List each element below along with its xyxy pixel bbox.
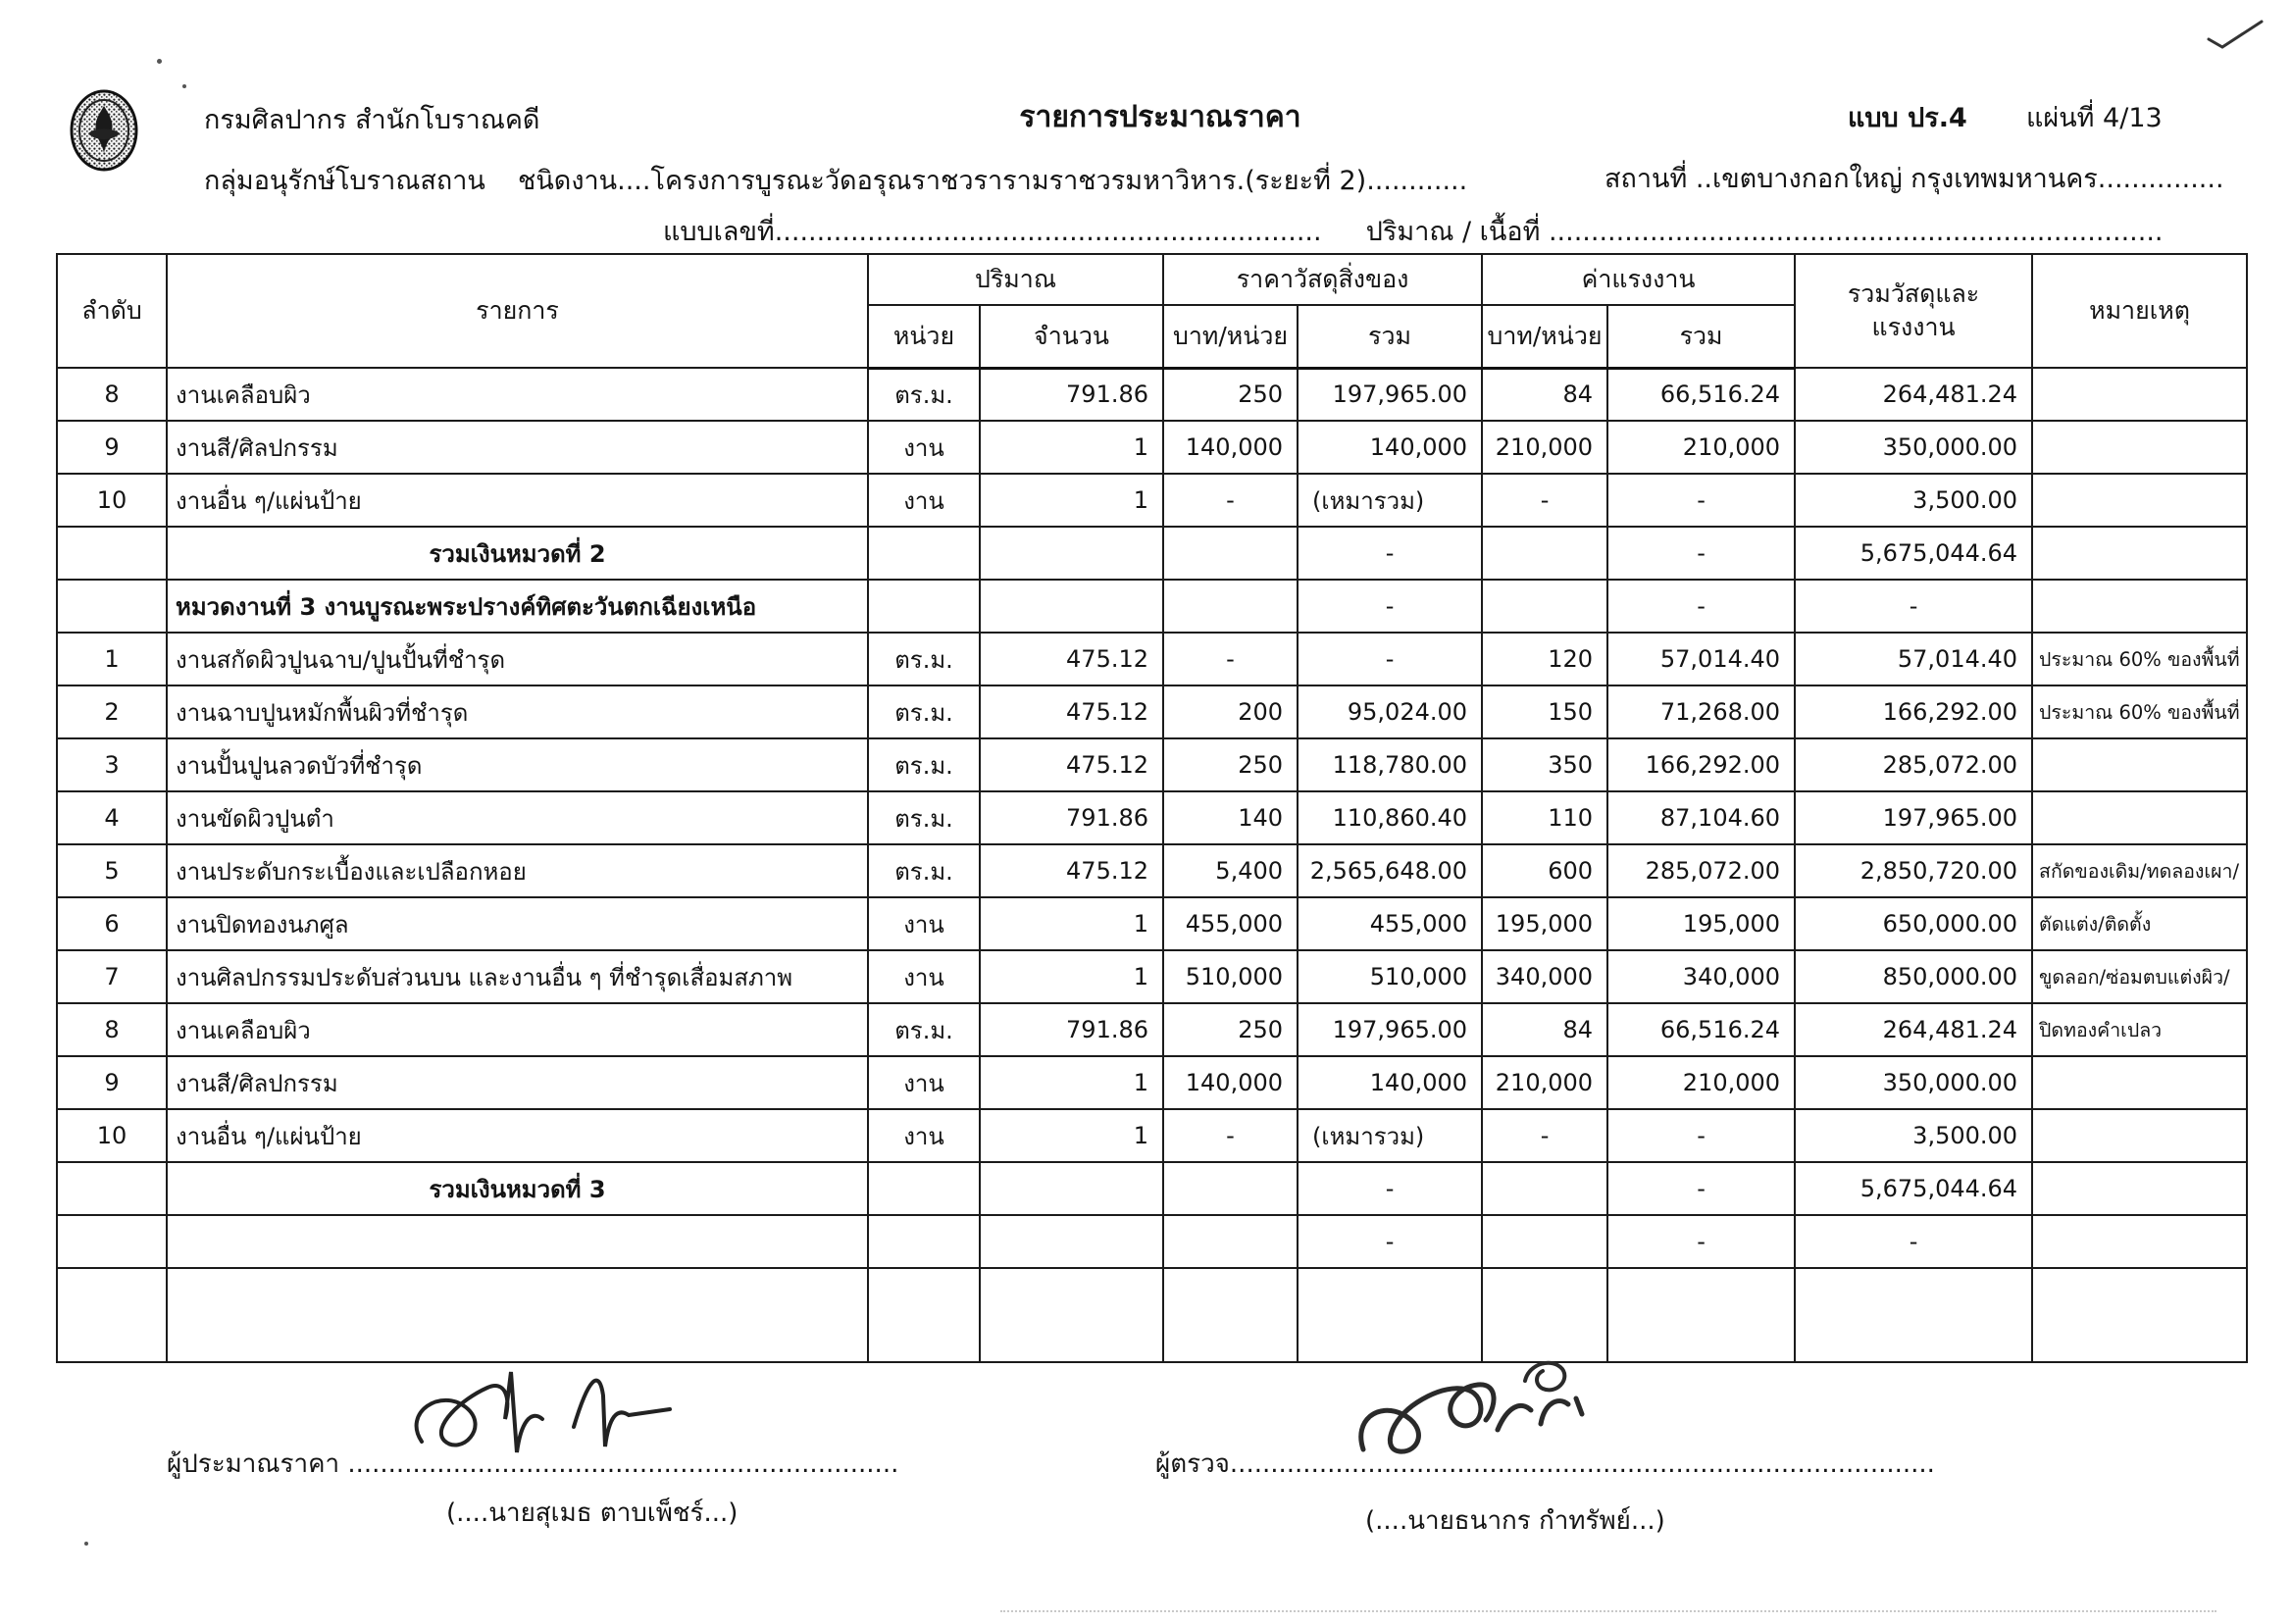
- cell-lab_total: -: [1607, 527, 1795, 580]
- cell-total: 350,000.00: [1795, 421, 2032, 474]
- cell-no: [57, 580, 167, 633]
- cell-mat_unit: 140: [1163, 791, 1298, 844]
- handwritten-checkmark: [2205, 18, 2267, 53]
- cell-mat_total: 455,000: [1298, 897, 1482, 950]
- cell-mat_unit: 140,000: [1163, 1056, 1298, 1109]
- cell-item: [167, 1215, 868, 1268]
- table-row: [57, 844, 2247, 897]
- table-row: [57, 368, 2247, 421]
- cell-item: งานอื่น ๆ/แผ่นป้าย: [167, 1109, 868, 1162]
- cell-remark: [2032, 527, 2247, 580]
- table-row: [57, 1056, 2247, 1109]
- cell-unit: [868, 1162, 980, 1215]
- cell-lab_unit: [1482, 527, 1607, 580]
- cell-qty: 1: [980, 421, 1163, 474]
- cell-remark: ตัดแต่ง/ติดตั้ง: [2032, 897, 2247, 950]
- cell-lab_total: [1607, 1268, 1795, 1362]
- drawing-area-line: [663, 210, 2163, 252]
- form-code: แบบ ปร.4: [1848, 103, 1967, 133]
- quantity-area-line: ปริมาณ / เนื้อที่ .........................................................................: [1365, 217, 2164, 247]
- cell-unit: ตร.ม.: [868, 633, 980, 685]
- cell-mat_total: 140,000: [1298, 421, 1482, 474]
- cell-lab_total: -: [1607, 580, 1795, 633]
- cell-unit: งาน: [868, 421, 980, 474]
- header-unit: หน่วย: [868, 305, 980, 368]
- cell-lab_total: 66,516.24: [1607, 368, 1795, 421]
- location-line: สถานที่ ..เขตบางกอกใหญ่ กรุงเทพมหานคร...............: [1604, 164, 2224, 194]
- cell-mat_unit: 5,400: [1163, 844, 1298, 897]
- cell-total: -: [1795, 1215, 2032, 1268]
- cell-mat_total: 2,565,648.00: [1298, 844, 1482, 897]
- cell-lab_unit: 350: [1482, 738, 1607, 791]
- cell-total: 285,072.00: [1795, 738, 2032, 791]
- cell-total: 3,500.00: [1795, 1109, 2032, 1162]
- cell-remark: [2032, 580, 2247, 633]
- header-labor-baht-per-unit: บาท/หน่วย: [1482, 305, 1607, 368]
- table-row: [57, 950, 2247, 1003]
- header-quantity: ปริมาณ: [868, 254, 1163, 305]
- cell-no: 3: [57, 738, 167, 791]
- scan-artifact: [1000, 1610, 2216, 1612]
- table-row: [57, 791, 2247, 844]
- cell-no: 1: [57, 633, 167, 685]
- cell-total: -: [1795, 580, 2032, 633]
- cell-no: 9: [57, 1056, 167, 1109]
- cell-qty: 1: [980, 897, 1163, 950]
- cell-item: งานเคลือบผิว: [167, 1003, 868, 1056]
- cell-item: งานศิลปกรรมประดับส่วนบน และงานอื่น ๆ ที่ชำรุดเสื่อมสภาพ: [167, 950, 868, 1003]
- estimator-label: ผู้ประมาณราคา ....................................................................: [167, 1449, 899, 1479]
- cell-mat_total: -: [1298, 1215, 1482, 1268]
- table-row: [57, 1109, 2247, 1162]
- cell-qty: 475.12: [980, 685, 1163, 738]
- cell-lab_total: 71,268.00: [1607, 685, 1795, 738]
- page-title: รายการประมาณราคา: [1019, 100, 1301, 134]
- cell-no: 2: [57, 685, 167, 738]
- cell-no: 9: [57, 421, 167, 474]
- cell-qty: 791.86: [980, 791, 1163, 844]
- header-no: ลำดับ: [57, 254, 167, 368]
- cell-remark: ปิดทองคำเปลว: [2032, 1003, 2247, 1056]
- header-material-baht-per-unit: บาท/หน่วย: [1163, 305, 1298, 368]
- cell-lab_unit: 195,000: [1482, 897, 1607, 950]
- cell-mat_total: -: [1298, 633, 1482, 685]
- cell-unit: [868, 527, 980, 580]
- cell-total: 197,965.00: [1795, 791, 2032, 844]
- cell-remark: ประมาณ 60% ของพื้นที่: [2032, 633, 2247, 685]
- header-labor-cost: ค่าแรงงาน: [1482, 254, 1795, 305]
- inspector-label: ผู้ตรวจ.......................................................................................: [1155, 1449, 1935, 1479]
- cell-remark: [2032, 1215, 2247, 1268]
- cell-mat_unit: 250: [1163, 738, 1298, 791]
- division-name: กลุ่มอนุรักษ์โบราณสถาน: [204, 166, 485, 196]
- cell-qty: 791.86: [980, 1003, 1163, 1056]
- table-row: [57, 685, 2247, 738]
- cell-lab_total: 66,516.24: [1607, 1003, 1795, 1056]
- cell-mat_unit: 250: [1163, 368, 1298, 421]
- cell-lab_unit: 340,000: [1482, 950, 1607, 1003]
- cell-remark: ขูดลอก/ซ่อมตบแต่งผิว/: [2032, 950, 2247, 1003]
- cell-qty: 1: [980, 474, 1163, 527]
- cell-total: 3,500.00: [1795, 474, 2032, 527]
- cell-mat_unit: 455,000: [1163, 897, 1298, 950]
- cell-lab_unit: 600: [1482, 844, 1607, 897]
- header-item: รายการ: [167, 254, 868, 368]
- cell-remark: [2032, 1268, 2247, 1362]
- cell-lab_total: 57,014.40: [1607, 633, 1795, 685]
- cell-total: 166,292.00: [1795, 685, 2032, 738]
- cell-mat_total: -: [1298, 1162, 1482, 1215]
- cell-lab_unit: [1482, 1215, 1607, 1268]
- cell-mat_total: 95,024.00: [1298, 685, 1482, 738]
- cell-unit: [868, 1215, 980, 1268]
- cell-mat_total: [1298, 1268, 1482, 1362]
- cell-qty: [980, 1268, 1163, 1362]
- cell-lab_unit: 210,000: [1482, 421, 1607, 474]
- table-row: [57, 1268, 2247, 1362]
- cell-item: งานเคลือบผิว: [167, 368, 868, 421]
- header-remark: หมายเหตุ: [2032, 254, 2247, 368]
- table-row: [57, 1162, 2247, 1215]
- cell-no: 4: [57, 791, 167, 844]
- cell-unit: ตร.ม.: [868, 844, 980, 897]
- cell-qty: [980, 527, 1163, 580]
- cell-lab_total: 87,104.60: [1607, 791, 1795, 844]
- cell-mat_total: 197,965.00: [1298, 1003, 1482, 1056]
- cell-qty: 475.12: [980, 844, 1163, 897]
- cell-qty: 791.86: [980, 368, 1163, 421]
- sheet-number: แผ่นที่ 4/13: [2026, 103, 2163, 133]
- scan-artifact: [182, 84, 186, 88]
- cell-mat_unit: [1163, 1162, 1298, 1215]
- cell-lab_total: 210,000: [1607, 421, 1795, 474]
- table-row: [57, 1003, 2247, 1056]
- cell-mat_total: 197,965.00: [1298, 368, 1482, 421]
- cell-lab_unit: 84: [1482, 368, 1607, 421]
- cell-lab_unit: -: [1482, 474, 1607, 527]
- cell-total: 5,675,044.64: [1795, 1162, 2032, 1215]
- cell-qty: 475.12: [980, 633, 1163, 685]
- cell-unit: ตร.ม.: [868, 738, 980, 791]
- cell-no: 5: [57, 844, 167, 897]
- cell-remark: [2032, 421, 2247, 474]
- cell-unit: ตร.ม.: [868, 685, 980, 738]
- cell-unit: งาน: [868, 474, 980, 527]
- cell-unit: งาน: [868, 1056, 980, 1109]
- table-row: [57, 1215, 2247, 1268]
- cell-remark: สกัดของเดิม/ทดลองเผา/: [2032, 844, 2247, 897]
- cell-lab_total: 340,000: [1607, 950, 1795, 1003]
- table-row: [57, 580, 2247, 633]
- agency-name: กรมศิลปากร สำนักโบราณคดี: [204, 105, 540, 135]
- cell-unit: งาน: [868, 950, 980, 1003]
- cell-remark: ประมาณ 60% ของพื้นที่: [2032, 685, 2247, 738]
- cell-item: งานสี/ศิลปกรรม: [167, 421, 868, 474]
- inspector-name: (....นายธนากร กำทรัพย์...): [1365, 1506, 1665, 1536]
- cell-mat_unit: -: [1163, 474, 1298, 527]
- cell-mat_unit: -: [1163, 633, 1298, 685]
- cell-no: [57, 1268, 167, 1362]
- cell-no: 10: [57, 1109, 167, 1162]
- cell-lab_unit: 120: [1482, 633, 1607, 685]
- cell-lab_total: -: [1607, 1162, 1795, 1215]
- cell-no: 7: [57, 950, 167, 1003]
- cell-total: 350,000.00: [1795, 1056, 2032, 1109]
- table-row: [57, 738, 2247, 791]
- cell-remark: [2032, 1056, 2247, 1109]
- cell-unit: [868, 1268, 980, 1362]
- cell-unit: ตร.ม.: [868, 791, 980, 844]
- table-row: [57, 474, 2247, 527]
- department-seal-logo: [69, 88, 139, 173]
- cell-total: 2,850,720.00: [1795, 844, 2032, 897]
- cell-unit: งาน: [868, 1109, 980, 1162]
- cell-unit: [868, 580, 980, 633]
- table-row: [57, 897, 2247, 950]
- cell-lab_total: 210,000: [1607, 1056, 1795, 1109]
- cell-qty: 1: [980, 1056, 1163, 1109]
- work-type-line: ชนิดงาน....โครงการบูรณะวัดอรุณราชวรารามราชวรมหาวิหาร.(ระยะที่ 2)............: [518, 166, 1468, 196]
- cell-no: [57, 1162, 167, 1215]
- header-labor-sum: รวม: [1607, 305, 1795, 368]
- cell-lab_unit: [1482, 1162, 1607, 1215]
- cell-total: 850,000.00: [1795, 950, 2032, 1003]
- cell-mat_unit: [1163, 527, 1298, 580]
- cell-item: รวมเงินหมวดที่ 2: [167, 527, 868, 580]
- cell-item: งานขัดผิวปูนตำ: [167, 791, 868, 844]
- cell-lab_unit: -: [1482, 1109, 1607, 1162]
- cell-total: 5,675,044.64: [1795, 527, 2032, 580]
- cell-no: 10: [57, 474, 167, 527]
- cell-lab_total: -: [1607, 1215, 1795, 1268]
- cell-unit: ตร.ม.: [868, 368, 980, 421]
- cell-mat_total: -: [1298, 580, 1482, 633]
- cell-item: งานสี/ศิลปกรรม: [167, 1056, 868, 1109]
- table-row: [57, 527, 2247, 580]
- drawing-no-line: แบบเลขที่.................................................................: [663, 217, 1322, 247]
- cell-qty: 1: [980, 950, 1163, 1003]
- cell-item: งานปิดทองนภศูล: [167, 897, 868, 950]
- cell-lab_total: -: [1607, 474, 1795, 527]
- cell-lab_total: 285,072.00: [1607, 844, 1795, 897]
- cell-total: 57,014.40: [1795, 633, 2032, 685]
- cell-lab_unit: 84: [1482, 1003, 1607, 1056]
- cell-mat_total: 140,000: [1298, 1056, 1482, 1109]
- cell-lab_unit: 210,000: [1482, 1056, 1607, 1109]
- header-material-cost: ราคาวัสดุสิ่งของ: [1163, 254, 1482, 305]
- cell-qty: 475.12: [980, 738, 1163, 791]
- header-amount: จำนวน: [980, 305, 1163, 368]
- cell-remark: [2032, 1109, 2247, 1162]
- cell-mat_total: 110,860.40: [1298, 791, 1482, 844]
- cell-no: 8: [57, 1003, 167, 1056]
- header-material-sum: รวม: [1298, 305, 1482, 368]
- cell-mat_unit: -: [1163, 1109, 1298, 1162]
- cell-no: [57, 527, 167, 580]
- cell-mat_unit: 200: [1163, 685, 1298, 738]
- cell-lab_unit: 150: [1482, 685, 1607, 738]
- cell-no: 8: [57, 368, 167, 421]
- cell-lab_total: -: [1607, 1109, 1795, 1162]
- cell-total: 650,000.00: [1795, 897, 2032, 950]
- cell-qty: [980, 1215, 1163, 1268]
- header-total-material-labor: รวมวัสดุและ แรงงาน: [1795, 254, 2032, 368]
- cell-lab_unit: [1482, 1268, 1607, 1362]
- cell-item: งานประดับกระเบื้องและเปลือกหอย: [167, 844, 868, 897]
- cell-mat_unit: 140,000: [1163, 421, 1298, 474]
- table-row: [57, 633, 2247, 685]
- cell-remark: [2032, 474, 2247, 527]
- cell-total: 264,481.24: [1795, 368, 2032, 421]
- cell-item: งานฉาบปูนหมักพื้นผิวที่ชำรุด: [167, 685, 868, 738]
- table-row: [57, 421, 2247, 474]
- cell-no: 6: [57, 897, 167, 950]
- cell-mat_total: -: [1298, 527, 1482, 580]
- cell-item: [167, 1268, 868, 1362]
- estimate-table-body: [57, 368, 2247, 1362]
- cell-lab_total: 195,000: [1607, 897, 1795, 950]
- cell-lab_total: 166,292.00: [1607, 738, 1795, 791]
- cell-unit: ตร.ม.: [868, 1003, 980, 1056]
- cell-item: รวมเงินหมวดที่ 3: [167, 1162, 868, 1215]
- estimator-name: (....นายสุเมธ ตาบเพ็ชร์...): [446, 1498, 739, 1528]
- cell-no: [57, 1215, 167, 1268]
- cell-item: งานสกัดผิวปูนฉาบ/ปูนปั้นที่ชำรุด: [167, 633, 868, 685]
- cell-qty: [980, 580, 1163, 633]
- cell-lab_unit: 110: [1482, 791, 1607, 844]
- cell-item: หมวดงานที่ 3 งานบูรณะพระปรางค์ทิศตะวันตกเฉียงเหนือ: [167, 580, 868, 633]
- cell-remark: [2032, 738, 2247, 791]
- scan-artifact: [84, 1542, 88, 1546]
- cell-total: [1795, 1268, 2032, 1362]
- cell-mat_unit: 250: [1163, 1003, 1298, 1056]
- cell-item: งานปั้นปูนลวดบัวที่ชำรุด: [167, 738, 868, 791]
- cell-mat_unit: [1163, 1215, 1298, 1268]
- cell-remark: [2032, 1162, 2247, 1215]
- cell-mat_total: 510,000: [1298, 950, 1482, 1003]
- cell-mat_total: 118,780.00: [1298, 738, 1482, 791]
- cell-mat_unit: [1163, 1268, 1298, 1362]
- cell-total: 264,481.24: [1795, 1003, 2032, 1056]
- cell-lab_unit: [1482, 580, 1607, 633]
- estimate-table: [56, 253, 2248, 1363]
- cell-mat_total: (เหมารวม): [1298, 1109, 1482, 1162]
- cell-remark: [2032, 791, 2247, 844]
- cell-qty: 1: [980, 1109, 1163, 1162]
- cell-unit: งาน: [868, 897, 980, 950]
- cell-mat_unit: 510,000: [1163, 950, 1298, 1003]
- cell-remark: [2032, 368, 2247, 421]
- cell-qty: [980, 1162, 1163, 1215]
- cell-mat_total: (เหมารวม): [1298, 474, 1482, 527]
- cell-mat_unit: [1163, 580, 1298, 633]
- cell-item: งานอื่น ๆ/แผ่นป้าย: [167, 474, 868, 527]
- scan-artifact: [157, 59, 162, 64]
